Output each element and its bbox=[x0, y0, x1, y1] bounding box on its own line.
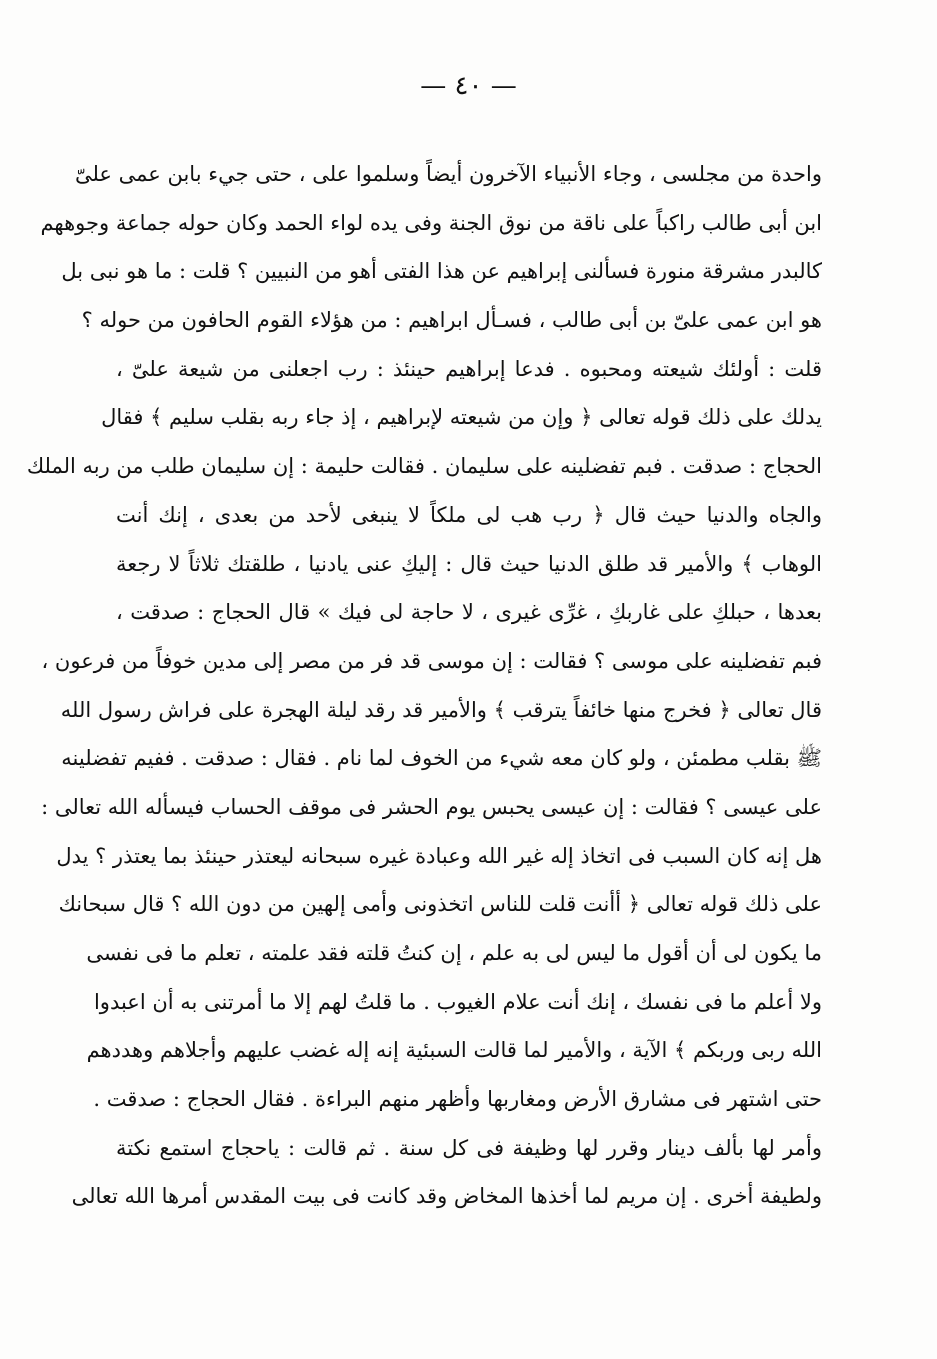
text-line: والجاه والدنيا حيث قال ﴿ رب هب لى ملكاً لا ينبغى لأحد من بعدى ، إنك أنت bbox=[116, 502, 822, 527]
text-line: حتى اشتهر فى مشارق الأرض ومغاربها وأظهر منهم البراءة . فقال الحجاج : صدقت . bbox=[93, 1087, 822, 1112]
text-line: يدلك على ذلك قوله تعالى ﴿ وإن من شيعته لإبراهيم ، إذ جاء ربه بقلب سليم ﴾ فقال bbox=[101, 405, 822, 430]
body-text bbox=[26, 150, 822, 1221]
text-line: ولطيفة أخرى . إن مريم لما أخذها المخاض وقد كانت فى بيت المقدس أمرها الله تعالى bbox=[71, 1184, 822, 1209]
text-line: ابن أبى طالب راكباً على ناقة من نوق الجنة وفى يده لواء الحمد وكان حوله جماعة وجوههم bbox=[40, 210, 822, 235]
text-line: هو ابن عمى علىّ بن أبى طالب ، فسـأل ابراهيم : من هؤلاء القوم الحافون من حوله ؟ bbox=[81, 308, 822, 333]
text-line: قلت : أولئك شيعته ومحبوه . فدعا إبراهيم حينئذ : رب اجعلنى من شيعة علىّ ، bbox=[116, 356, 822, 381]
text-line: على ذلك قوله تعالى ﴿ أأنت قلت للناس اتخذونى وأمى إلهين من دون الله ؟ قال سبحانك bbox=[58, 892, 822, 917]
text-line: هل إنه كان السبب فى اتخاذ إله غير الله وعبادة غيره سبحانه ليعتذر حينئذ بما يعتذر ؟ يدل bbox=[56, 843, 822, 868]
page-number: — ٤٠ — bbox=[420, 71, 517, 101]
text-line: الحجاج : صدقت . فبم تفضلينه على سليمان . فقالت حليمة : إن سليمان طلب من ربه الملك bbox=[26, 454, 822, 479]
text-line: ﷺ بقلب مطمئن ، ولو كان معه شيء من الخوف لما نام . فقال : صدقت . ففيم تفضلينه bbox=[61, 746, 822, 771]
text-line: وأمر لها بألف دينار وقرر لها وظيفة فى كل سنة . ثم قالت : ياحجاج استمع نكتة bbox=[116, 1135, 822, 1160]
text-line: ما يكون لى أن أقول ما ليس لى به علم ، إن كنتُ قلته فقد علمته ، تعلم ما فى نفسى bbox=[86, 941, 822, 965]
text-line: ولا أعلم ما فى نفسك ، إنك أنت علام الغيوب . ما قلتُ لهم إلا ما أمرتنى به أن اعبدوا bbox=[93, 989, 822, 1014]
text-line: كالبدر مشرقة منورة فسألنى إبراهيم عن هذا الفتى أهو من النبيين ؟ قلت : ما هو نبى بل bbox=[61, 259, 822, 284]
text-line: بعدها ، حبلكِ على غاربكِ ، غرِّى غيرى ، لا حاجة لى فيك » قال الحجاج : صدقت ، bbox=[116, 600, 822, 625]
text-line: الله ربى وربكم ﴾ الآية ، والأمير لما قالت السبئية إنه إله غضب عليهم وأجلاهم وهددهم bbox=[86, 1038, 822, 1063]
text-line: واحدة من مجلسى ، وجاء الأنبياء الآخرون أيضاً وسلموا على ، حتى جيء بابن عمى علىّ bbox=[74, 162, 822, 186]
text-line: قال تعالى ﴿ فخرج منها خائفاً يترقب ﴾ والأمير قد رقد ليلة الهجرة على فراش رسول الله bbox=[60, 697, 822, 722]
text-line: الوهاب ﴾ والأمير قد طلق الدنيا حيث قال : إليكِ عنى يادنيا ، طلقتك ثلاثاً لا رجعة bbox=[116, 551, 822, 576]
text-line: فبم تفضلينه على موسى ؟ فقالت : إن موسى قد فر من مصر إلى مدين خوفاً من فرعون ، bbox=[41, 648, 822, 673]
text-line: على عيسى ؟ فقالت : إن عيسى يحبس يوم الحشر فى موقف الحساب فيسأله الله تعالى : bbox=[41, 794, 822, 819]
